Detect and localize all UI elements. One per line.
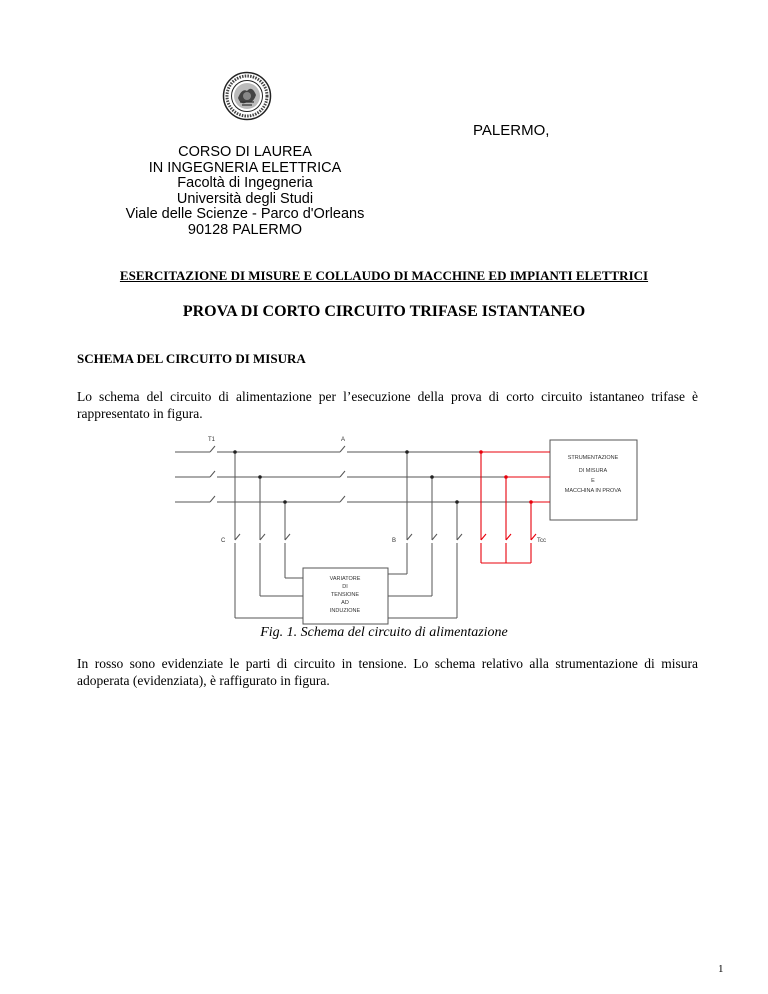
- institution-address: [100, 145, 390, 238]
- body-paragraph: In rosso sono evidenziate le parti di circuito in tensione. Lo schema relativo alla strumentazione di misura adoperata (evidenziata), è raffigurato in figura.: [77, 656, 698, 688]
- section-heading: SCHEMA DEL CIRCUITO DI MISURA: [77, 351, 306, 366]
- institution-line: Viale delle Scienze - Parco d'Orleans: [125, 206, 365, 222]
- document-title: PROVA DI CORTO CIRCUITO TRIFASE ISTANTANEO: [182, 303, 586, 320]
- instrument-box-line: E: [591, 478, 595, 484]
- variator-box-line: TENSIONE: [330, 592, 360, 598]
- institution-line: Università degli Studi: [176, 190, 314, 207]
- institution-line: CORSO DI LAUREA: [178, 144, 312, 160]
- circuit-diagram: [175, 430, 622, 630]
- institution-line: 90128 PALERMO: [187, 221, 303, 238]
- label-c: C: [221, 538, 226, 544]
- figure-caption: Fig. 1. Schema del circuito di alimentazione: [260, 625, 508, 640]
- page-number: 1: [718, 963, 724, 975]
- variator-box-line: INDUZIONE: [329, 608, 361, 614]
- city-date-line: PALERMO,: [473, 122, 550, 139]
- label-tcc: Tcc: [537, 538, 546, 544]
- instrument-box-line: MACCHINA IN PROVA: [564, 488, 622, 494]
- instrument-box-line: DI MISURA: [578, 468, 608, 474]
- variator-box-line: DI: [342, 584, 348, 590]
- variator-box-line: VARIATORE: [329, 576, 361, 582]
- label-a: A: [341, 437, 346, 443]
- variator-box-line: AD: [341, 600, 349, 606]
- label-t1: T1: [208, 437, 216, 443]
- institution-line: Facoltà di Ingegneria: [177, 175, 313, 191]
- intro-paragraph: Lo schema del circuito di alimentazione per l’esecuzione della prova di corto circuito istantaneo trifase è rappresentato in figura.: [77, 389, 698, 421]
- label-b: B: [392, 538, 397, 544]
- institution-line: IN INGEGNERIA ELETTRICA: [148, 159, 342, 176]
- course-title: ESERCITAZIONE DI MISURE E COLLAUDO DI MACCHINE ED IMPIANTI ELETTRICI: [119, 268, 649, 283]
- university-seal-logo: [222, 71, 272, 121]
- instrument-box-line: STRUMENTAZIONE: [567, 455, 619, 461]
